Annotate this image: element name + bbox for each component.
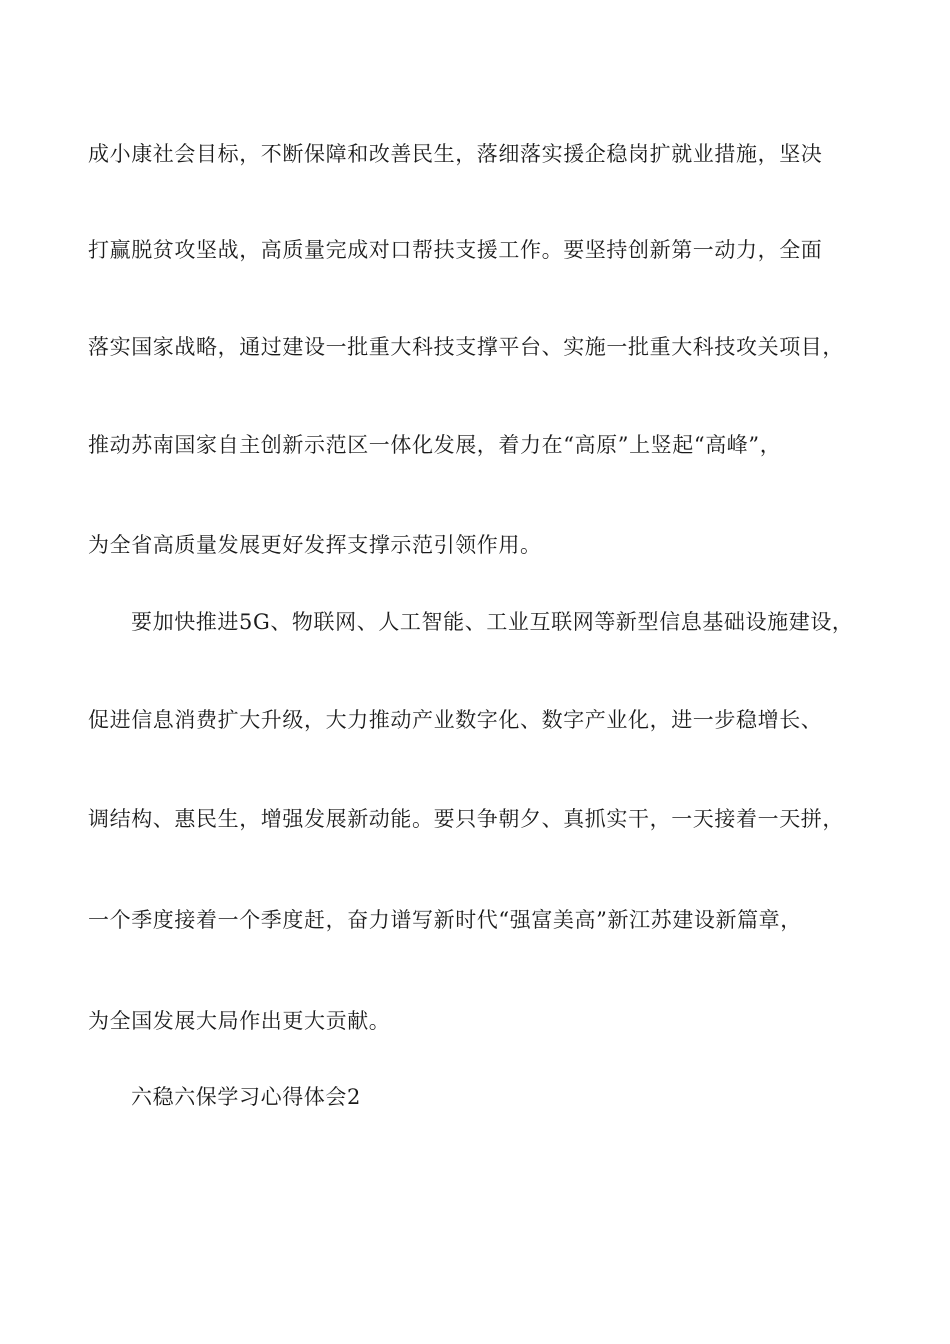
paragraph-2-line-5: 为全国发展大局作出更大贡献。 — [88, 1009, 391, 1033]
paragraph-2-line-1: 要加快推进5G、物联网、人工智能、工业互联网等新型信息基础设施建设， — [131, 610, 854, 634]
paragraph-1-line-5: 为全省高质量发展更好发挥支撑示范引领作用。 — [88, 533, 542, 557]
paragraph-2-line-3: 调结构、惠民生，增强发展新动能。要只争朝夕、真抓实干，一天接着一天拼， — [88, 807, 844, 831]
paragraph-1-line-1: 成小康社会目标，不断保障和改善民生，落细落实援企稳岗扩就业措施，坚决 — [88, 142, 823, 166]
section-heading: 六稳六保学习心得体会2 — [131, 1085, 361, 1109]
paragraph-1-line-2: 打赢脱贫攻坚战，高质量完成对口帮扶支援工作。要坚持创新第一动力，全面 — [88, 238, 823, 262]
paragraph-1-line-4: 推动苏南国家自主创新示范区一体化发展，着力在“高原”上竖起“高峰”， — [88, 433, 782, 457]
paragraph-2-line-2: 促进信息消费扩大升级，大力推动产业数字化、数字产业化，进一步稳增长、 — [88, 708, 823, 732]
paragraph-1-line-3: 落实国家战略，通过建设一批重大科技支撑平台、实施一批重大科技攻关项目， — [88, 335, 844, 359]
paragraph-2-line-4: 一个季度接着一个季度赶，奋力谱写新时代“强富美高”新江苏建设新篇章， — [88, 908, 802, 932]
